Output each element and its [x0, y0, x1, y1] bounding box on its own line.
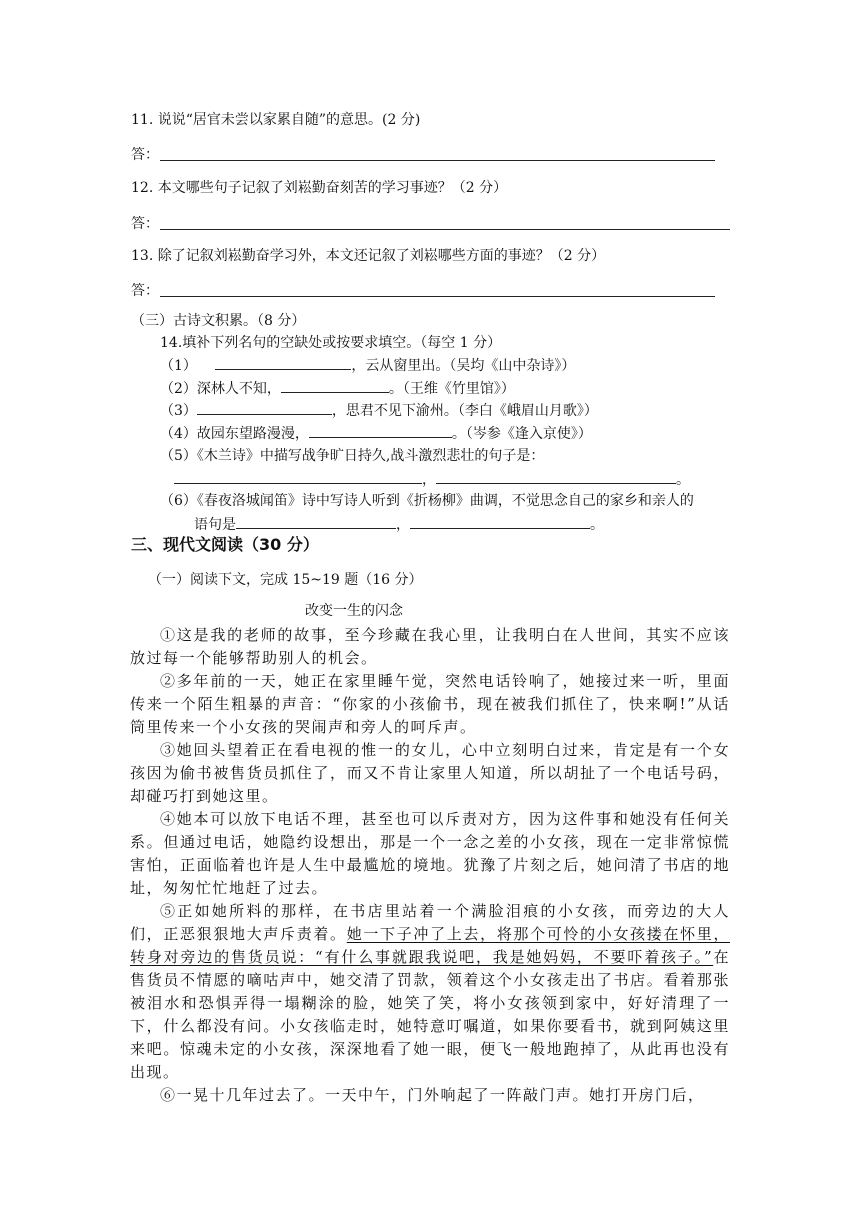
question-13: 13. 除了记叙刘崧勤奋学习外，本文还记叙了刘崧哪些方面的事迹？（2 分） [131, 248, 606, 264]
fill-item-6-prefix: 语句是 [194, 517, 236, 533]
blank-5b[interactable] [436, 469, 676, 484]
fill-item-4-text: 。（岑参《逢入京使》） [451, 426, 592, 442]
answer-line-11[interactable] [160, 160, 715, 161]
fill-item-6-blanks [194, 514, 604, 535]
fill-item-2-text: 。（王维《竹里馆》） [388, 381, 515, 397]
answer-line-12[interactable] [160, 229, 730, 230]
paragraph-5 [130, 900, 730, 1084]
blank-3[interactable] [197, 400, 332, 415]
fill-item-5-comma: ， [422, 472, 436, 488]
fill-item-2 [160, 378, 515, 399]
question-14: 14.填补下列名句的空缺处或按要求填空。（每空 1 分） [160, 335, 502, 351]
fill-item-1-num: （1） [160, 358, 197, 374]
paragraph-2: ②多年前的一天，她正在家里睡午觉，突然电话铃响了，她接过来一听，里面传来一个陌生粗暴的声音：“你家的小孩偷书，现在被我们抓住了，快来啊!”从话筒里传来一个小女孩的哭闹声和旁人的呵斥声。 [130, 672, 730, 736]
fill-item-2-num: （2）深林人不知， [160, 381, 281, 397]
fill-item-5: （5）《木兰诗》中描写战争旷日持久,战斗激烈悲壮的句子是： [160, 448, 545, 464]
blank-2[interactable] [281, 378, 389, 393]
section-title: 三、现代文阅读（30 分） [131, 535, 319, 554]
blank-6b[interactable] [410, 514, 590, 529]
answer-label-13: 答： [131, 283, 159, 299]
answer-label-12: 答： [131, 216, 159, 232]
fill-item-1 [160, 355, 575, 376]
question-12: 12. 本文哪些句子记叙了刘崧勤奋刻苦的学习事迹？（2 分） [131, 180, 508, 196]
blank-5a[interactable] [174, 469, 422, 484]
fill-item-4 [160, 423, 592, 444]
question-11: 11. 说说“居官未尝以家累自随”的意思。(2 分) [131, 112, 421, 128]
fill-item-3-text: ，思君不见下渝州。（李白《峨眉山月歌》） [331, 403, 598, 419]
paragraph-1: ①这是我的老师的故事，至今珍藏在我心里，让我明白在人世间，其实不应该放过每一个能够帮助别人的机会。 [130, 626, 730, 667]
underlined-sentence: 她一下子冲了上去，将那个可怜的小女孩搂在怀里，转身对旁边的售货员说：“有什么事就跟我说吧，我是她妈妈，不要吓着孩子。” [130, 925, 730, 966]
fill-item-5-end: 。 [676, 472, 690, 488]
paragraph-4: ④她本可以放下电话不理，甚至也可以斥责对方，因为这件事和她没有任何关系。但通过电话，她隐约设想出，那是一个一念之差的小女孩，现在一定非常惊慌害怕，正面临着也许是人生中最尴尬的境地。犹豫了片刻之后，她问清了书店的地址，匆匆忙忙地赶了过去。 [130, 810, 730, 897]
section-subtitle: （一）阅读下文，完成 15~19 题（16 分） [148, 572, 423, 588]
fill-item-1-text: ，云从窗里出。（吴均《山中杂诗》） [351, 358, 576, 374]
article-body [130, 624, 730, 1107]
fill-item-6-comma: ， [396, 517, 410, 533]
fill-item-5-blanks [174, 469, 690, 490]
paragraph-5-end: 在售货员不情愿的嘀咕声中，她交清了罚款，领着这个小女孩走出了书店。看着那张被泪水和恐惧弄得一塌糊涂的脸，她笑了笑，将小女孩领到家中，好好清理了一下，什么都没有问。小女孩临走时，她特意叮嘱道，如果你要看书，就到阿姨这里来吧。惊魂未定的小女孩，深深地看了她一眼，便飞一般地跑掉了，从此再也没有出现。 [130, 948, 730, 1081]
blank-4[interactable] [309, 423, 452, 438]
blank-6a[interactable] [236, 514, 396, 529]
fill-item-4-num: （4）故园东望路漫漫， [160, 426, 309, 442]
answer-line-13[interactable] [160, 296, 715, 297]
blank-1[interactable] [215, 355, 351, 370]
fill-item-6: （6）《春夜洛城闻笛》诗中写诗人听到《折杨柳》曲调，不觉思念自己的家乡和亲人的 [160, 493, 694, 509]
fill-item-3 [160, 400, 598, 421]
fill-item-3-num: （3） [160, 403, 197, 419]
paragraph-3: ③她回头望着正在看电视的惟一的女儿，心中立刻明白过来，肯定是有一个女孩因为偷书被售货员抓住了，而又不肯让家里人知道，所以胡扯了一个电话号码，却碰巧打到她这里。 [130, 741, 730, 805]
answer-label-11: 答： [131, 147, 159, 163]
fill-item-6-end: 。 [590, 517, 604, 533]
paragraph-6: ⑥一晃十几年过去了。一天中午，门外响起了一阵敲门声。她打开房门后， [160, 1086, 705, 1104]
part3-heading: （三）古诗文积累。（8 分） [131, 313, 306, 329]
paragraph-5-start: ⑤正如她所料的那样，在书店里站着一个满脸泪痕的小女孩，而旁边的大人们，正恶狠狠地大声斥责着。 [130, 902, 730, 943]
article-title: 改变一生的闪念 [305, 603, 403, 619]
